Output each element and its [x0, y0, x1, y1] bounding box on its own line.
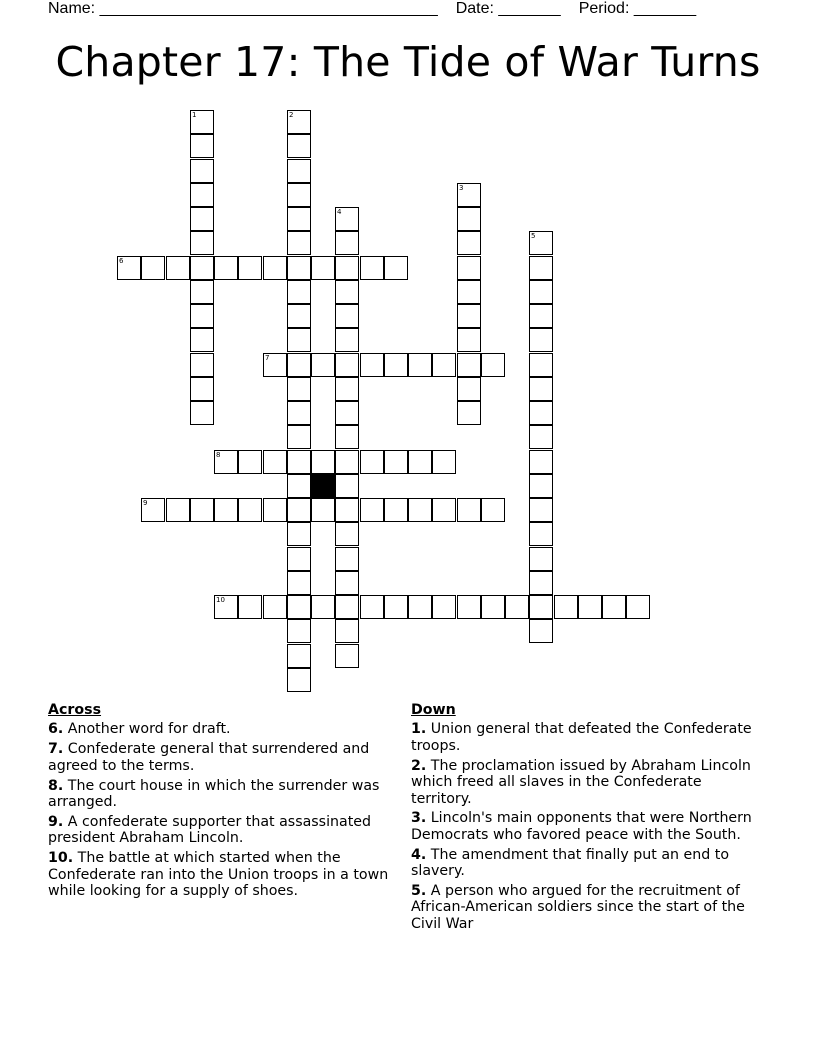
grid-cell[interactable] [432, 353, 456, 377]
clue-text: The proclamation issued by Abraham Lincoln which freed all slaves in the Confederate territory. [411, 757, 751, 807]
grid-cell[interactable] [384, 450, 408, 474]
grid-cell[interactable] [263, 498, 287, 522]
grid-cell[interactable] [287, 450, 311, 474]
clue-text: The battle at which started when the Confederate ran into the Union troops in a town while looking for a supply of shoes. [48, 850, 389, 900]
grid-cell[interactable] [457, 304, 481, 328]
grid-cell[interactable] [287, 159, 311, 183]
grid-cell[interactable] [335, 231, 359, 255]
grid-cell[interactable] [457, 353, 481, 377]
clue-number-label: 8 [216, 451, 221, 459]
grid-cell[interactable] [529, 498, 553, 522]
grid-cell[interactable] [529, 353, 553, 377]
clue-number-label: 9 [143, 499, 148, 507]
grid-cell[interactable] [432, 595, 456, 619]
clue-number: 5. [411, 883, 427, 900]
grid-cell[interactable] [335, 280, 359, 304]
grid-cell[interactable] [335, 522, 359, 546]
grid-cell[interactable] [384, 595, 408, 619]
grid-cell[interactable] [335, 474, 359, 498]
grid-cell[interactable] [529, 595, 553, 619]
grid-cell[interactable] [287, 619, 311, 643]
grid-cell[interactable] [287, 353, 311, 377]
clue-across-8 [48, 778, 393, 811]
grid-cell[interactable] [190, 280, 214, 304]
grid-cell[interactable] [529, 522, 553, 546]
grid-cell[interactable] [457, 377, 481, 401]
grid-cell[interactable] [457, 183, 481, 207]
grid-cell[interactable] [335, 377, 359, 401]
across-heading: Across [48, 702, 102, 718]
grid-cell[interactable] [481, 595, 505, 619]
grid-cell[interactable] [287, 328, 311, 352]
grid-cell[interactable] [117, 256, 141, 280]
clue-number: 8. [48, 777, 64, 794]
clue-number-label: 1 [192, 111, 197, 119]
grid-cell[interactable] [360, 450, 384, 474]
grid-cell[interactable] [529, 450, 553, 474]
grid-cell[interactable] [214, 450, 238, 474]
grid-cell[interactable] [287, 571, 311, 595]
grid-cell[interactable] [578, 595, 602, 619]
clue-text: A person who argued for the recruitment of African-American soldiers since the start of the Civil War [411, 883, 745, 932]
grid-cell[interactable] [287, 474, 311, 498]
grid-cell[interactable] [263, 595, 287, 619]
grid-cell[interactable] [311, 256, 335, 280]
clue-down-3 [411, 810, 761, 843]
grid-cell[interactable] [360, 595, 384, 619]
grid-cell[interactable] [141, 256, 165, 280]
clue-down-2 [411, 758, 761, 807]
grid-cell[interactable] [457, 207, 481, 231]
grid-cell[interactable] [335, 353, 359, 377]
grid-cell[interactable] [287, 183, 311, 207]
grid-cell[interactable] [529, 571, 553, 595]
grid-cell[interactable] [432, 450, 456, 474]
grid-cell[interactable] [457, 280, 481, 304]
grid-cell[interactable] [287, 498, 311, 522]
grid-cell[interactable] [335, 401, 359, 425]
grid-cell[interactable] [238, 498, 262, 522]
grid-cell[interactable] [335, 619, 359, 643]
grid-cell[interactable] [190, 207, 214, 231]
grid-cell[interactable] [360, 498, 384, 522]
clue-number-label: 6 [119, 257, 124, 265]
clue-number: 4. [411, 846, 427, 863]
grid-cell[interactable] [190, 256, 214, 280]
clue-text: The amendment that finally put an end to slavery. [411, 846, 730, 880]
grid-cell[interactable] [287, 668, 311, 692]
grid-cell[interactable] [190, 328, 214, 352]
grid-cell[interactable] [263, 256, 287, 280]
grid-cell[interactable] [190, 231, 214, 255]
grid-cell[interactable] [529, 377, 553, 401]
grid-cell[interactable] [408, 450, 432, 474]
clue-number-label: 7 [265, 354, 270, 362]
grid-cell[interactable] [335, 304, 359, 328]
grid-cell[interactable] [335, 425, 359, 449]
grid-cell[interactable] [287, 231, 311, 255]
grid-cell[interactable] [335, 644, 359, 668]
clue-number: 6. [48, 721, 64, 738]
grid-cell[interactable] [602, 595, 626, 619]
clue-across-9 [48, 814, 393, 847]
grid-cell[interactable] [287, 304, 311, 328]
down-clues [411, 702, 761, 936]
grid-cell[interactable] [287, 425, 311, 449]
grid-cell[interactable] [166, 256, 190, 280]
clue-down-5 [411, 883, 761, 932]
grid-cell[interactable] [335, 207, 359, 231]
grid-cell[interactable] [529, 280, 553, 304]
clue-number-label: 4 [337, 208, 342, 216]
clue-across-7 [48, 741, 393, 774]
grid-cell[interactable] [335, 328, 359, 352]
clue-across-10 [48, 850, 393, 899]
grid-cell[interactable] [190, 183, 214, 207]
grid-cell[interactable] [287, 110, 311, 134]
grid-cell[interactable] [190, 353, 214, 377]
clue-down-4 [411, 847, 761, 880]
grid-cell[interactable] [263, 450, 287, 474]
grid-cell[interactable] [481, 498, 505, 522]
grid-cell[interactable] [335, 450, 359, 474]
grid-cell[interactable] [190, 110, 214, 134]
clue-text: Lincoln's main opponents that were Northern Democrats who favored peace with the South. [411, 810, 752, 843]
clue-number: 1. [411, 721, 427, 738]
grid-cell[interactable] [335, 256, 359, 280]
grid-cell[interactable] [554, 595, 578, 619]
grid-cell[interactable] [408, 498, 432, 522]
clue-text: A confederate supporter that assassinated president Abraham Lincoln. [48, 813, 371, 847]
clue-number: 2. [411, 757, 427, 774]
grid-cell[interactable] [238, 256, 262, 280]
grid-cell[interactable] [141, 498, 165, 522]
clue-text: Confederate general that surrendered and agreed to the terms. [48, 741, 370, 774]
grid-cell[interactable] [335, 547, 359, 571]
grid-cell[interactable] [287, 401, 311, 425]
grid-cell[interactable] [360, 353, 384, 377]
page-title: Chapter 17: The Tide of War Turns [55, 38, 761, 86]
grid-cell[interactable] [238, 595, 262, 619]
grid-cell[interactable] [481, 353, 505, 377]
grid-cell[interactable] [287, 644, 311, 668]
grid-cell[interactable] [529, 425, 553, 449]
grid-cell[interactable] [457, 498, 481, 522]
grid-cell[interactable] [335, 498, 359, 522]
grid-cell[interactable] [190, 304, 214, 328]
clue-number: 3. [411, 810, 427, 827]
grid-cell[interactable] [190, 401, 214, 425]
grid-cell[interactable] [457, 231, 481, 255]
grid-cell[interactable] [287, 547, 311, 571]
black-cell [311, 474, 335, 498]
grid-cell[interactable] [529, 401, 553, 425]
grid-cell[interactable] [166, 498, 190, 522]
grid-cell[interactable] [190, 134, 214, 158]
clue-number-label: 3 [459, 184, 464, 192]
clue-number-label: 2 [289, 111, 294, 119]
grid-cell[interactable] [287, 377, 311, 401]
grid-cell[interactable] [408, 595, 432, 619]
grid-cell[interactable] [214, 498, 238, 522]
grid-cell[interactable] [384, 256, 408, 280]
grid-cell[interactable] [408, 353, 432, 377]
grid-cell[interactable] [311, 498, 335, 522]
grid-cell[interactable] [287, 595, 311, 619]
grid-cell[interactable] [214, 595, 238, 619]
grid-cell[interactable] [311, 353, 335, 377]
clue-text: Another word for draft. [67, 721, 231, 738]
grid-cell[interactable] [529, 256, 553, 280]
period-field[interactable]: Period: _______ [578, 0, 697, 17]
clue-number-label: 10 [216, 596, 225, 604]
grid-cell[interactable] [190, 498, 214, 522]
clue-text: The court house in which the surrender was arranged. [48, 777, 380, 811]
grid-cell[interactable] [335, 571, 359, 595]
grid-cell[interactable] [287, 280, 311, 304]
grid-cell[interactable] [529, 474, 553, 498]
grid-cell[interactable] [384, 498, 408, 522]
grid-cell[interactable] [529, 328, 553, 352]
grid-cell[interactable] [505, 595, 529, 619]
grid-cell[interactable] [457, 401, 481, 425]
grid-cell[interactable] [190, 377, 214, 401]
grid-cell[interactable] [529, 231, 553, 255]
grid-cell[interactable] [360, 256, 384, 280]
clue-across-6 [48, 721, 393, 737]
grid-cell[interactable] [626, 595, 650, 619]
grid-cell[interactable] [311, 450, 335, 474]
grid-cell[interactable] [287, 522, 311, 546]
clue-number: 7. [48, 741, 64, 758]
grid-cell[interactable] [457, 256, 481, 280]
grid-cell[interactable] [457, 595, 481, 619]
date-field[interactable]: Date: _______ [455, 0, 561, 17]
grid-cell[interactable] [432, 498, 456, 522]
grid-cell[interactable] [311, 595, 335, 619]
grid-cell[interactable] [457, 328, 481, 352]
clue-down-1 [411, 721, 761, 754]
grid-cell[interactable] [529, 304, 553, 328]
clue-number: 10. [48, 850, 74, 867]
down-heading: Down [411, 702, 456, 718]
name-field[interactable]: Name: ______________________________________ [48, 0, 438, 17]
clue-number: 9. [48, 813, 64, 830]
clue-number-label: 5 [531, 232, 536, 240]
grid-cell[interactable] [287, 134, 311, 158]
grid-cell[interactable] [529, 547, 553, 571]
grid-cell[interactable] [214, 256, 238, 280]
grid-cell[interactable] [335, 595, 359, 619]
grid-cell[interactable] [263, 353, 287, 377]
grid-cell[interactable] [190, 159, 214, 183]
grid-cell[interactable] [384, 353, 408, 377]
clue-text: Union general that defeated the Confederate troops. [411, 721, 752, 754]
grid-cell[interactable] [287, 256, 311, 280]
across-clues [48, 702, 393, 903]
grid-cell[interactable] [287, 207, 311, 231]
grid-cell[interactable] [529, 619, 553, 643]
grid-cell[interactable] [238, 450, 262, 474]
